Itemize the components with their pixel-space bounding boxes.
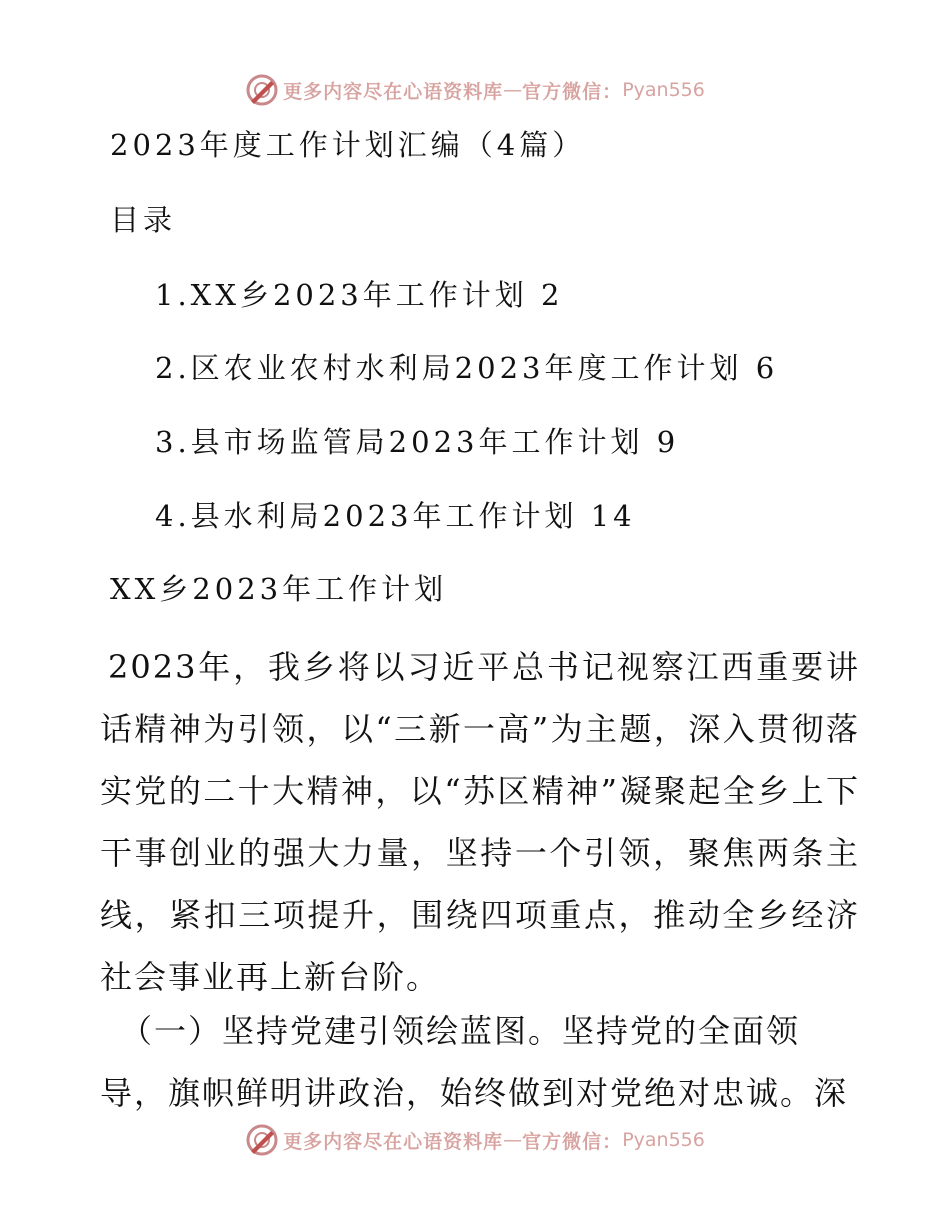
watermark-header (0, 70, 950, 110)
watermark-handle: Pyan556 (622, 1129, 705, 1151)
body-paragraph: （一）坚持党建引领绘蓝图。坚持党的全面领导，旗帜鲜明讲政治，始终做到对党绝对忠诚。深 (100, 1012, 849, 1112)
section-title: XX乡2023年工作计划 (110, 572, 448, 606)
watermark-handle: Pyan556 (622, 79, 705, 101)
toc-item[interactable]: 2.区农业农村水利局2023年度工作计划 6 (155, 351, 779, 385)
watermark-account: 官方微信： (522, 1130, 623, 1153)
pen-logo-icon (245, 1123, 279, 1157)
watermark-account: 官方微信： (522, 80, 623, 103)
body-paragraph: 2023年，我乡将以习近平总书记视察江西重要讲话精神为引领，以“三新一高”为主题，深入贯彻落实党的二十大精神，以“苏区精神”凝聚起全乡上下干事创业的强大力量，坚持一个引领，聚焦两条主线，紧扣三项提升，围绕四项重点，推动全乡经济社会事业再上新台阶。 (100, 648, 860, 996)
watermark-separator: — (503, 1129, 523, 1151)
toc-item[interactable]: 1.XX乡2023年工作计划 2 (155, 278, 564, 312)
toc-heading: 目录 (110, 203, 177, 237)
watermark-footer (0, 1120, 950, 1160)
toc-item[interactable]: 4.县水利局2023年工作计划 14 (155, 499, 636, 533)
toc-item[interactable]: 3.县市场监管局2023年工作计划 9 (155, 425, 680, 459)
watermark-separator: — (503, 79, 523, 101)
document-title: 2023年度工作计划汇编（4篇） (110, 128, 586, 162)
watermark-text: 更多内容尽在心语资料库 (283, 80, 504, 103)
pen-logo-icon (245, 73, 279, 107)
watermark-text: 更多内容尽在心语资料库 (283, 1130, 504, 1153)
